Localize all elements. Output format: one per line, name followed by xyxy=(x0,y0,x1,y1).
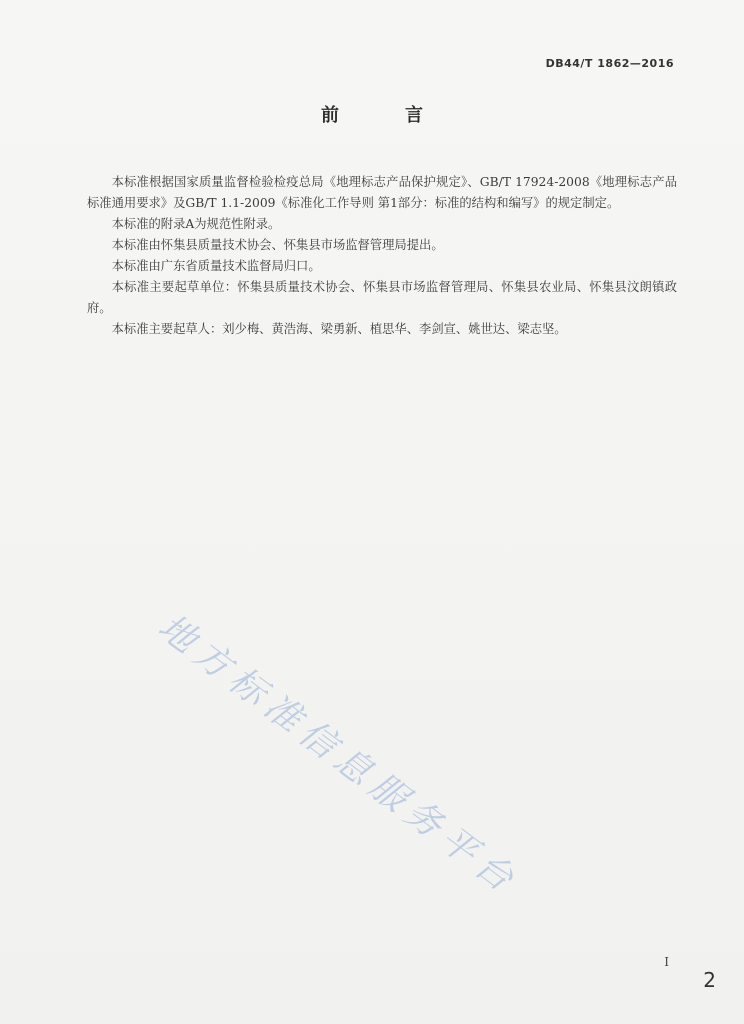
watermark-text: 地方标准信息服务平台 xyxy=(150,606,527,904)
standard-code: DB44/T 1862—2016 xyxy=(545,57,674,70)
paragraph-centralized: 本标准由广东省质量技术监督局归口。 xyxy=(111,259,321,273)
paragraph-proposer: 本标准由怀集县质量技术协会、怀集县市场监督管理局提出。 xyxy=(111,238,444,252)
paragraph-annex: 本标准的附录A为规范性附录。 xyxy=(111,217,281,231)
paragraph-drafting-units: 本标准主要起草单位：怀集县质量技术协会、怀集县市场监督管理局、怀集县农业局、怀集县汶朗镇政府。 xyxy=(87,280,677,315)
foreword-body xyxy=(87,172,677,340)
page-title: 前 言 xyxy=(321,105,447,126)
paragraph-drafters: 本标准主要起草人：刘少梅、黄浩海、梁勇新、植思华、李剑宣、姚世达、梁志坚。 xyxy=(111,322,567,336)
page-number: I xyxy=(664,955,669,969)
paragraph-basis: 本标准根据国家质量监督检验检疫总局《地理标志产品保护规定》、GB/T 17924-2008《地理标志产品标准通用要求》及GB/T 1.1-2009《标准化工作导则 第1部分：标准的结构和编写》的规定制定。 xyxy=(87,175,677,210)
page-mark: 2 xyxy=(703,968,716,992)
